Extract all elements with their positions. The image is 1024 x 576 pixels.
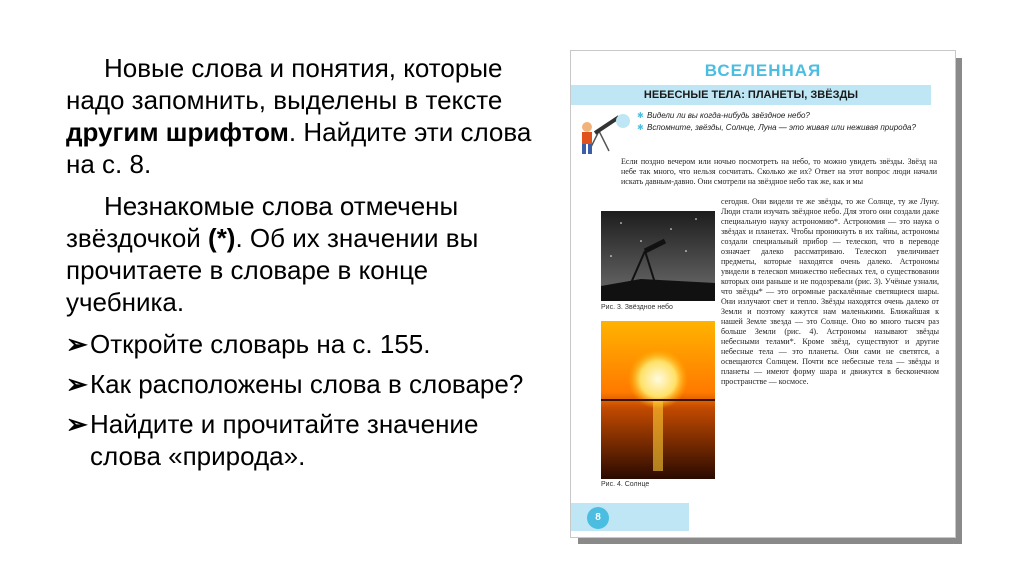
- question-text: Видели ли вы когда-нибудь звёздное небо?: [647, 111, 810, 120]
- sun-photo: [601, 321, 715, 479]
- body-text-column: сегодня. Они видели те же звёзды, то же Солнце, ту же Луну. Люди стали изучать звёздное небо. Для этого они создали даже специальную науку астрономию*. Астрономия — это наука о звёздах и планетах. Чтобы проникнуть в их тайны, астрономы создали специальный прибор — телескоп, что в переводе означает далеко рассматриваю. Телескоп увеличивает предметы, которые находятся очень далеко. Астрономы увидели в телескоп множество небесных тел, о существовании которых они раньше и не подозревали (рис. 3). Учёные узнали, что звёзды* — это огромные раскалённые светящиеся шары. Они излучают свет и тепло. Звёзды находятся очень далеко от Земли и поэтому кажутся нам маленькими. Ближайшая к нашей Земле звезда — это Солнце. Оно во много тысяч раз больше Земли (рис. 4). Астрономы называют звёзды небесными телами*. Кроме звёзд, существуют и другие небесные тела — это планеты. Они сами не светятся, а освещаются Солнцем. Почти все небесные тела — звёзды и планеты — имеют форму шара и движутся в бесконечном пространстве — космосе.: [721, 197, 939, 386]
- bold-phrase: (*): [208, 223, 236, 253]
- paragraph-new-words: [66, 52, 544, 180]
- photo-caption: Рис. 4. Солнце: [601, 481, 650, 488]
- paragraph-text: Новые слова и понятия, которые надо запомнить, выделены в тексте: [66, 53, 503, 115]
- bullet-text: Откройте словарь на с. 155.: [90, 329, 431, 359]
- arrow-bullet-icon: ➢: [66, 369, 88, 399]
- textbook-page: [570, 50, 956, 538]
- question-item: [637, 111, 937, 121]
- questions-block: [637, 111, 937, 135]
- starry-sky-photo: [601, 211, 715, 301]
- section-title: ВСЕЛЕННАЯ: [704, 61, 822, 80]
- bullet-text: Найдите и прочитайте значение слова «природа».: [90, 409, 479, 471]
- intro-text: Если поздно вечером или ночью посмотреть на небо, то можно увидеть звёзды. Звёзд на небе так много, что нельзя сосчитать. Сколько же их? Ответ на этот вопрос люди начали искать давным-давно. Они смотрели на звёздное небо так же, как и мы: [621, 157, 937, 186]
- paragraph-text: Незнакомые слова отмечены звёздочкой: [66, 191, 459, 253]
- page-number: 8: [587, 507, 609, 529]
- bullet-text: Как расположены слова в словаре?: [90, 369, 524, 399]
- bullet-item: [66, 328, 544, 360]
- slide-text: [66, 52, 544, 472]
- photo-caption: Рис. 3. Звёздное небо: [601, 304, 673, 311]
- bold-phrase: другим шрифтом: [66, 117, 289, 147]
- paragraph-unknown-words: [66, 190, 544, 318]
- paragraph-text: . Об их значении вы прочитаете в словаре в конце учебника.: [66, 223, 479, 317]
- boy-with-telescope-illustration: [575, 111, 633, 159]
- arrow-bullet-icon: ➢: [66, 329, 88, 359]
- paragraph-text: . Найдите эти слова на с. 8.: [66, 117, 532, 179]
- question-item: [637, 123, 937, 133]
- star-icon: ✱: [637, 123, 644, 132]
- arrow-bullet-icon: ➢: [66, 409, 88, 439]
- star-icon: ✱: [637, 111, 644, 120]
- bullet-item: [66, 408, 544, 472]
- topic-title: НЕБЕСНЫЕ ТЕЛА: ПЛАНЕТЫ, ЗВЁЗДЫ: [571, 85, 931, 105]
- question-text: Вспомните, звёзды, Солнце, Луна — это живая или неживая природа?: [647, 123, 916, 132]
- bullet-item: [66, 368, 544, 400]
